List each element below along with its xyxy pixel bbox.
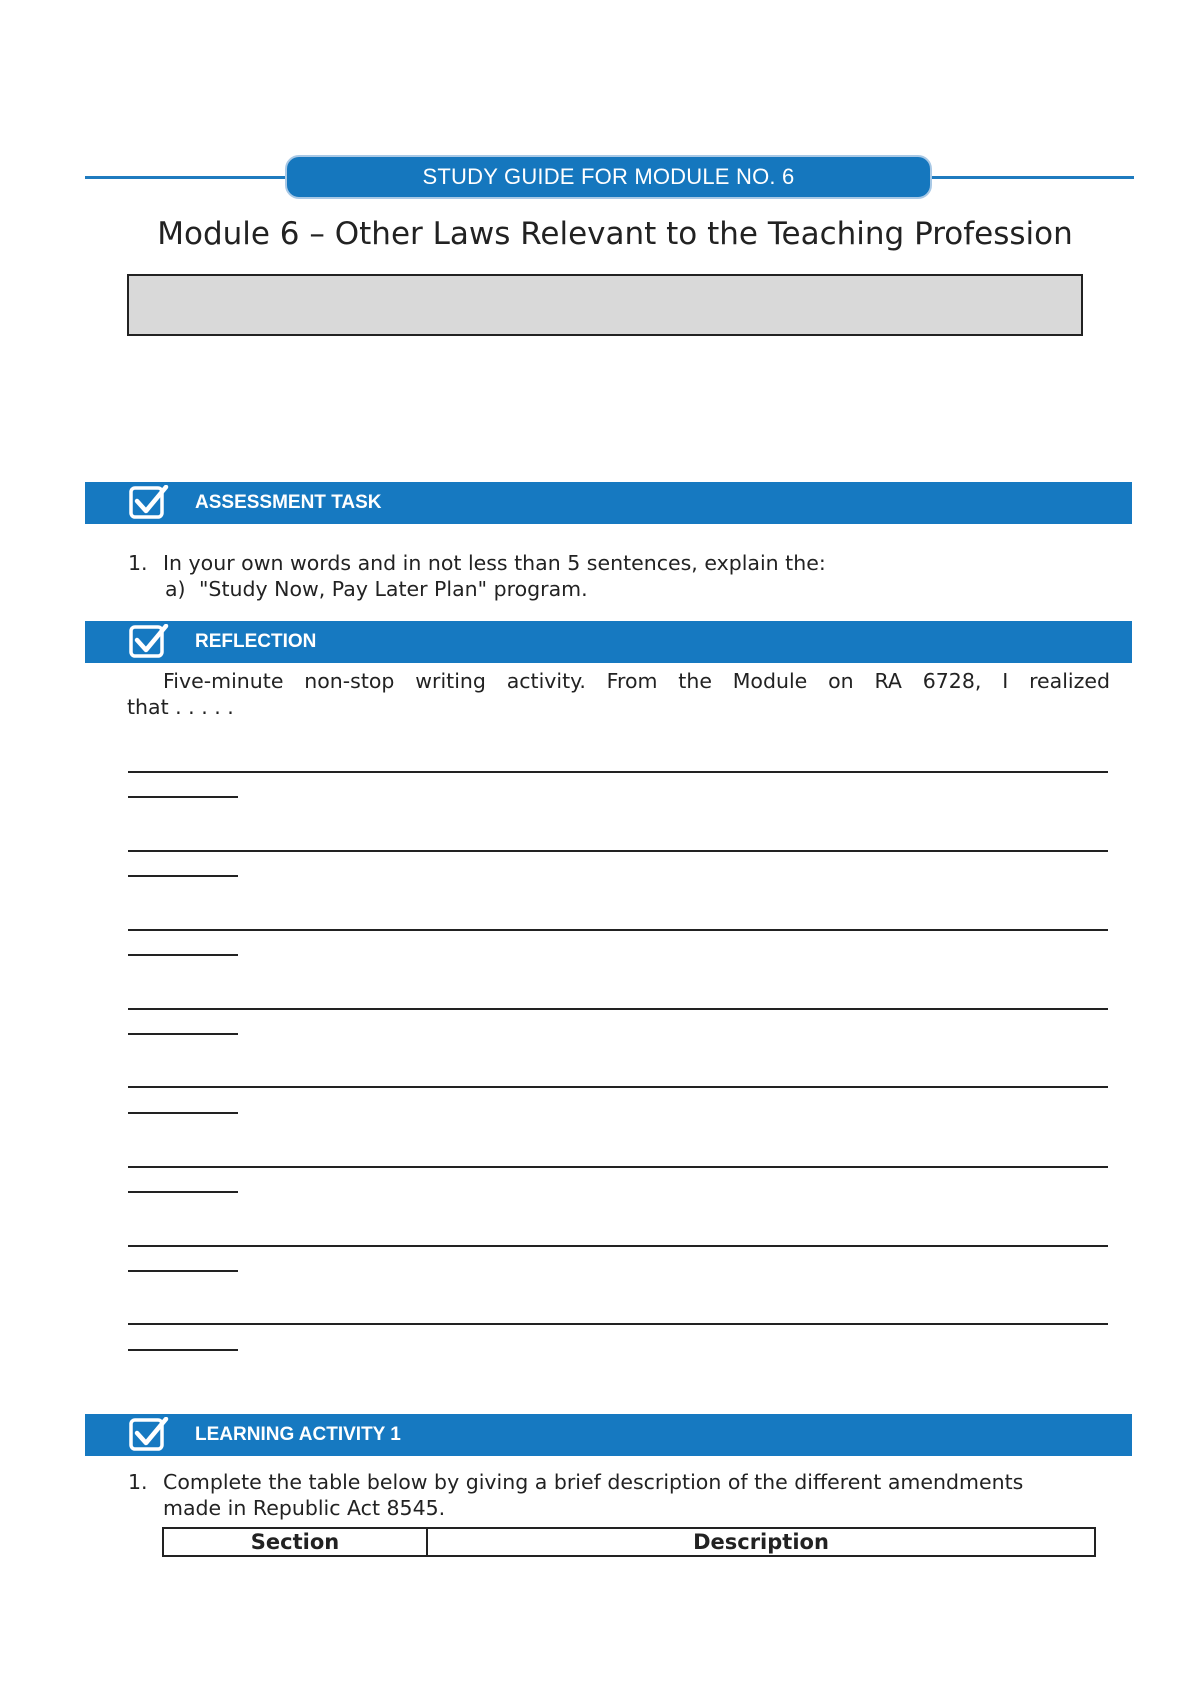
module-title: Module 6 – Other Laws Relevant to the Teaching Profession: [157, 216, 1073, 252]
assessment-sub-letter: a): [165, 577, 186, 601]
writing-line-short[interactable]: [128, 1112, 238, 1114]
writing-line-short[interactable]: [128, 796, 238, 798]
grey-box: [127, 274, 1083, 336]
writing-line[interactable]: [128, 929, 1108, 931]
banner-text: STUDY GUIDE FOR MODULE NO. 6: [422, 164, 795, 189]
writing-line-short[interactable]: [128, 1191, 238, 1193]
writing-line[interactable]: [128, 1086, 1108, 1088]
learning-activity-heading: LEARNING ACTIVITY 1: [195, 1424, 401, 1445]
study-guide-banner: [285, 155, 932, 199]
table-header-description: Description: [427, 1528, 1095, 1556]
assessment-task-heading: ASSESSMENT TASK: [195, 492, 382, 513]
checkbox-check-icon: [129, 624, 169, 660]
assessment-item-text: In your own words and in not less than 5 sentences, explain the:: [163, 551, 826, 575]
writing-line-short[interactable]: [128, 1270, 238, 1272]
writing-line-short[interactable]: [128, 954, 238, 956]
writing-line[interactable]: [128, 850, 1108, 852]
learning-item-line2: made in Republic Act 8545.: [163, 1496, 446, 1520]
writing-line-short[interactable]: [128, 1349, 238, 1351]
amendments-table: [162, 1527, 1096, 1557]
assessment-item-number: 1.: [128, 551, 148, 575]
assessment-sub-text: "Study Now, Pay Later Plan" program.: [199, 577, 588, 601]
writing-line[interactable]: [128, 1245, 1108, 1247]
writing-line[interactable]: [128, 1323, 1108, 1325]
learning-activity-bar: [85, 1414, 1132, 1456]
table-header-section: Section: [163, 1528, 427, 1556]
writing-line[interactable]: [128, 1166, 1108, 1168]
reflection-heading: REFLECTION: [195, 631, 317, 652]
reflection-prompt-line1: Five-minute non-stop writing activity. From the Module on RA 6728, I realized: [163, 669, 1110, 693]
table-header-row: [163, 1528, 1095, 1556]
header-rule-right: [928, 176, 1134, 179]
reflection-prompt-line2: that . . . . .: [127, 695, 234, 719]
writing-line-short[interactable]: [128, 1033, 238, 1035]
writing-line[interactable]: [128, 1008, 1108, 1010]
reflection-bar: [85, 621, 1132, 663]
header-rule-left: [85, 176, 290, 179]
checkbox-check-icon: [129, 1417, 169, 1453]
writing-line[interactable]: [128, 771, 1108, 773]
writing-line-short[interactable]: [128, 875, 238, 877]
checkbox-check-icon: [129, 485, 169, 521]
learning-item-number: 1.: [128, 1470, 148, 1494]
learning-item-line1: Complete the table below by giving a brief description of the different amendments: [163, 1470, 1024, 1494]
assessment-task-bar: [85, 482, 1132, 524]
